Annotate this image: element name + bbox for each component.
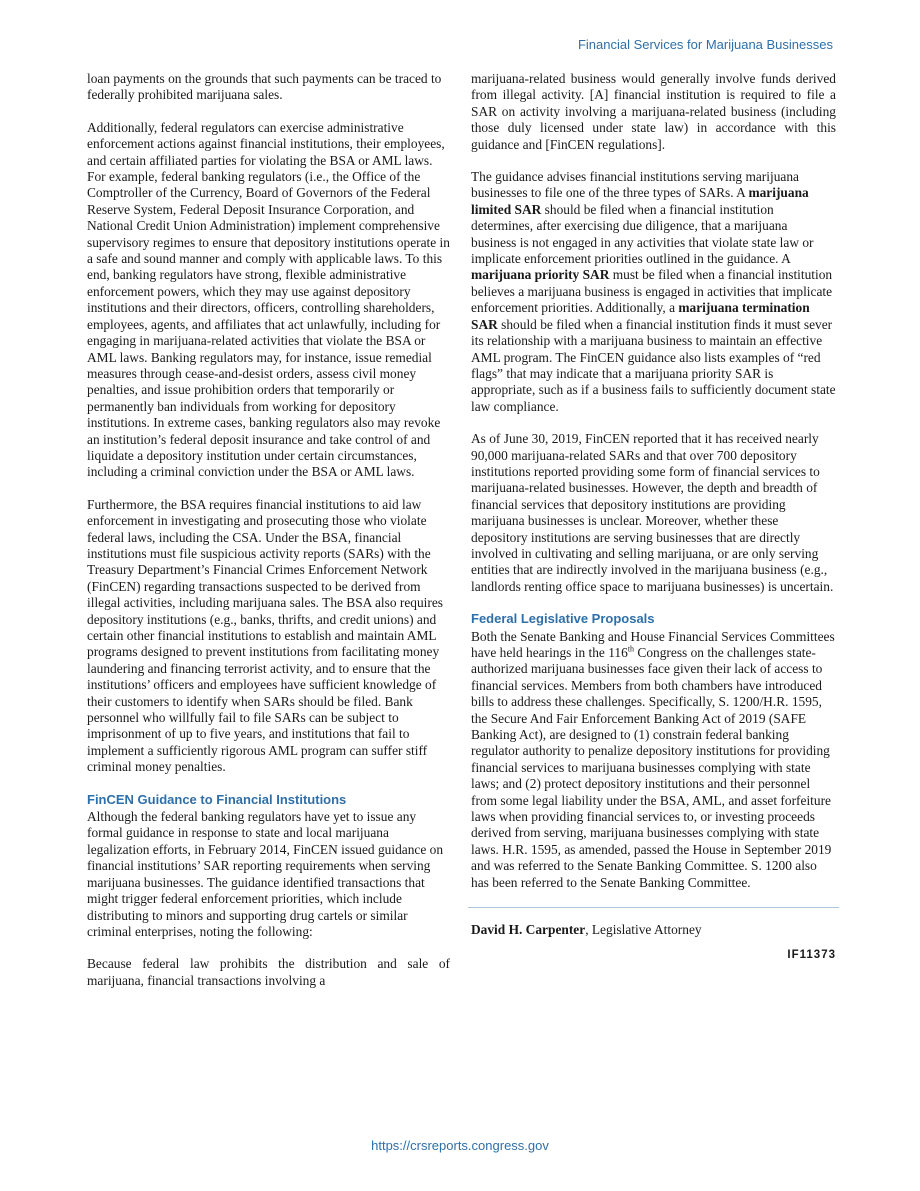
term-limited-sar: marijuana limited SAR xyxy=(471,185,809,217)
text-run: should be filed when a financial institution determines, after exercising due diligence, that a marijuana business is not engaged in any activities that violate state law or implicate enforcement priorities outlined in the guidance. A xyxy=(471,201,814,267)
section-heading-legislative-proposals: Federal Legislative Proposals xyxy=(471,611,655,627)
text-run: The guidance advises financial institutions serving marijuana businesses to file one of the three types of SARs. A xyxy=(471,169,799,201)
text-run: Both the Senate Banking and House Financial Services Committees have held hearings in the 116 xyxy=(471,628,835,660)
text-run: should be filed when a financial institution finds it must sever its relationship with a marijuana business to maintain an effective AML program. The FinCEN guidance also lists examples of “red flags” that may indicate that a marijuana priority SAR is appropriate, such as if a business fails to sufficiently document state law compliance. xyxy=(471,316,836,414)
text-run: must be filed when a financial institution believes a marijuana business is engaged in activities that implicate enforcement priorities. Additionally, a xyxy=(471,267,833,316)
term-termination-sar: marijuana termination SAR xyxy=(471,300,810,332)
author-title: , Legislative Attorney xyxy=(585,922,702,938)
footer-url[interactable]: https://crsreports.congress.gov xyxy=(371,1138,549,1153)
divider xyxy=(468,907,839,908)
paragraph-legislation xyxy=(471,629,836,892)
paragraph-sar-types xyxy=(471,169,836,415)
section-heading-fincen-guidance: FinCEN Guidance to Financial Institutions xyxy=(87,791,347,807)
superscript: th xyxy=(627,644,635,654)
right-column xyxy=(471,71,836,963)
paragraph: Additionally, federal regulators can exercise administrative enforcement actions against financial institutions, their employees, and certain affiliated parties for violating the BSA or AML laws. For example, federal banking regulators (i.e., the Office of the Comptroller of the Currency, Board of Governors of the Federal Reserve System, Federal Deposit Insurance Corporation, and National Credit Union Administration) implement comprehensive supervisory regimes to ensure that depository institutions operate in a safe and sound manner and comply with applicable laws. To this end, banking regulators have strong, flexible administrative enforcement powers, which they may use against depository institutions and their directors, officers, controlling shareholders, employees, agents, and affiliates that act unlawfully, including for engaging in marijuana-related activities that violate the BSA or AML laws. Banking regulators may, for instance, issue remedial measures through cease-and-desist orders, assess civil money penalties, and issue prohibition orders that temporarily or permanently ban individuals from working for depository institutions. In extreme cases, banking regulators also may revoke an institution’s federal deposit insurance and take control of and liquidate a depository institution under certain circumstances, including a criminal conviction under the BSA or AML laws. xyxy=(87,119,450,480)
paragraph: Although the federal banking regulators have yet to issue any formal guidance in response to state and local marijuana legalization efforts, in February 2014, FinCEN issued guidance on financial institutions’ SAR reporting requirements when serving marijuana businesses. The guidance identified transactions that might trigger federal enforcement priorities, which include distributing to minors and supporting drug cartels or similar criminal enterprises, noting the following: xyxy=(87,809,444,939)
block-quote: Because federal law prohibits the distribution and sale of marijuana, financial transactions involving a xyxy=(87,956,450,988)
running-header: Financial Services for Marijuana Businesses xyxy=(577,37,833,52)
text-run: Congress on the challenges state-authorized marijuana businesses face given their lack of access to financial services. Members from both chambers have introduced bills to address these challenges. Specifically, S. 1200/H.R. 1595, the Secure And Fair Enforcement Banking Act of 2019 (SAFE Banking Act), are designed to (1) constrain federal banking regulator authority to penalize depository institutions for providing financial services to marijuana businesses complying with state laws; and (2) protect depository institutions and their personnel from some legal liability under the BSA, AML, and asset forfeiture laws when providing financial services to, or investing proceeds derived from serving, marijuana businesses complying with state laws. H.R. 1595, as amended, passed the House in September 2019 and was referred to the Senate Banking Committee. S. 1200 also has been referred to the Senate Banking Committee. xyxy=(471,645,832,890)
block-quote-continued: marijuana-related business would generally involve funds derived from illegal activity. [A] financial institution is required to file a SAR on activity involving a marijuana-related business (including those duly licensed under state law) in accordance with this guidance and [FinCEN regulations]. xyxy=(471,71,836,152)
author-line xyxy=(471,922,836,938)
report-id: IF11373 xyxy=(787,948,836,961)
term-priority-sar: marijuana priority SAR xyxy=(471,267,610,283)
paragraph: As of June 30, 2019, FinCEN reported that it has received nearly 90,000 marijuana-related SARs and that over 700 depository institutions reported providing some form of financial services to marijuana-related businesses. However, the depth and breadth of financial services that depository institutions are providing marijuana businesses is unclear. Moreover, whether these depository institutions are serving businesses that are directly involved in cultivating and selling marijuana, or are only serving entities that are indirectly involved in the marijuana business (e.g., landlords renting office space to marijuana businesses) is uncertain. xyxy=(471,431,834,594)
paragraph: Furthermore, the BSA requires financial institutions to aid law enforcement in investigating and prosecuting those who violate federal laws, including the CSA. Under the BSA, financial institutions must file suspicious activity reports (SARs) with the Treasury Department’s Financial Crimes Enforcement Network (FinCEN) regarding transactions suspected to be derived from illegal activities, including marijuana sales. The BSA also requires depository institutions (e.g., banks, thrifts, and credit unions) and certain other financial institutions to establish and maintain AML programs designed to prevent institutions from facilitating money laundering and financing terrorist activity, and to ensure that the institutions’ officers and employees have sufficient knowledge of their customers to identify when SARs should be filed. Bank personnel who willfully fail to file SARs can be subject to imprisonment of up to five years, and institutions that fail to implement a sufficiently rigorous AML program can suffer stiff criminal money penalties. xyxy=(87,496,444,775)
paragraph: loan payments on the grounds that such payments can be traced to federally prohibited marijuana sales. xyxy=(87,71,442,103)
left-column xyxy=(87,71,450,1005)
author-name: David H. Carpenter xyxy=(471,922,586,938)
